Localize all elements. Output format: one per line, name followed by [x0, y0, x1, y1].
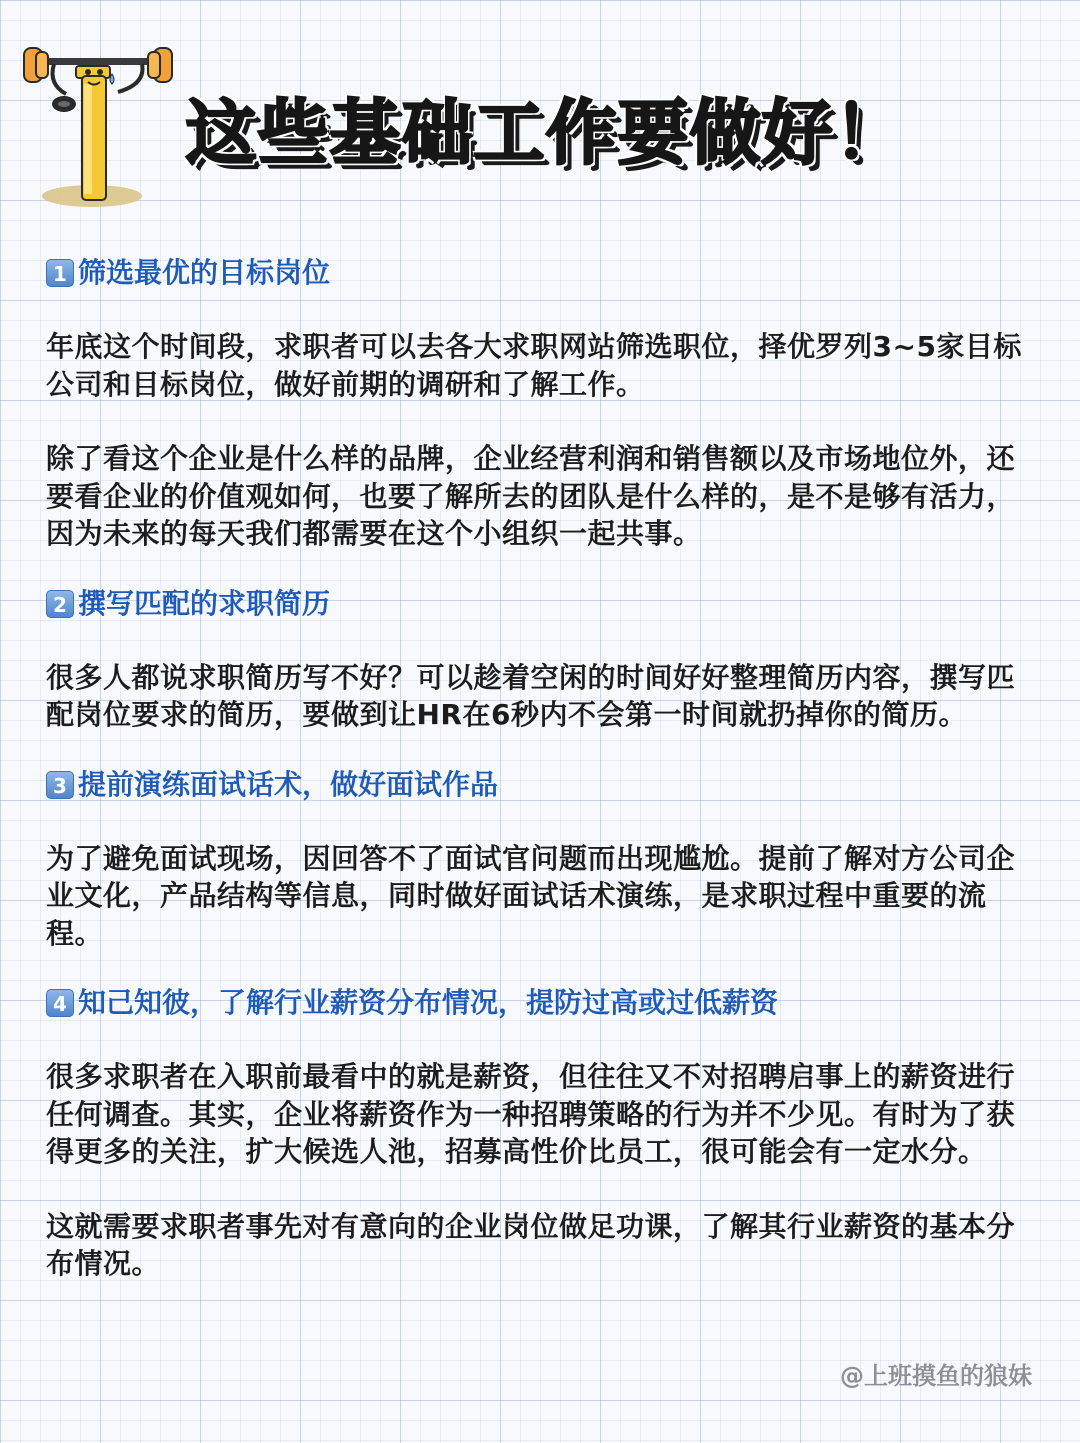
section-heading-text: 提前演练面试话术，做好面试作品	[78, 767, 499, 801]
section-heading-3	[46, 764, 1036, 806]
paragraph: 年底这个时间段，求职者可以去各大求职网站筛选职位，择优罗列3~5家目标公司和目标岗位，做好前期的调研和了解工作。	[46, 330, 1022, 401]
paragraph: 很多求职者在入职前最看中的就是薪资，但往往又不对招聘启事上的薪资进行任何调查。其实，企业将薪资作为一种招聘策略的行为并不少见。有时为了获得更多的关注，扩大候选人池，招募高性价比员工，很可能会有一定水分。	[46, 1060, 1016, 1168]
article-body	[46, 252, 1036, 1283]
number-3-badge: 3	[46, 771, 74, 799]
section-heading-1	[46, 252, 1036, 294]
paragraph: 除了看这个企业是什么样的品牌，企业经营利润和销售额以及市场地位外，还要看企业的价值观如何，也要了解所去的团队是什么样的，是不是够有活力，因为未来的每天我们都需要在这个小组织一起共事。	[46, 442, 1016, 550]
number-1-badge: 1	[46, 259, 74, 287]
paragraph: 这就需要求职者事先对有意向的企业岗位做足功课，了解其行业薪资的基本分布情况。	[46, 1209, 1016, 1280]
section-heading-text: 知己知彼，了解行业薪资分布情况，提防过高或过低薪资	[78, 986, 779, 1019]
number-2-badge: 2	[46, 590, 74, 618]
section-heading-2	[46, 583, 1036, 625]
author-watermark: @上班摸鱼的狼妹	[840, 1362, 1032, 1390]
section-heading-text: 筛选最优的目标岗位	[78, 256, 331, 289]
page-title: 这些基础工作要做好！	[186, 92, 906, 174]
number-4-badge: 4	[46, 989, 74, 1017]
section-heading-text: 撰写匹配的求职简历	[78, 586, 331, 620]
section-heading-4	[46, 982, 1036, 1024]
paragraph: 为了避免面试现场，因回答不了面试官问题而出现尴尬。提前了解对方公司企业文化，产品结构等信息，同时做好面试话术演练，是求职过程中重要的流程。	[46, 841, 1016, 950]
paragraph: 很多人都说求职简历写不好？可以趁着空闲的时间好好整理简历内容，撰写匹配岗位要求的简历，要做到让HR在6秒内不会第一时间就扔掉你的简历。	[46, 660, 1016, 731]
dumbbell-i-mascot-icon	[18, 38, 178, 213]
